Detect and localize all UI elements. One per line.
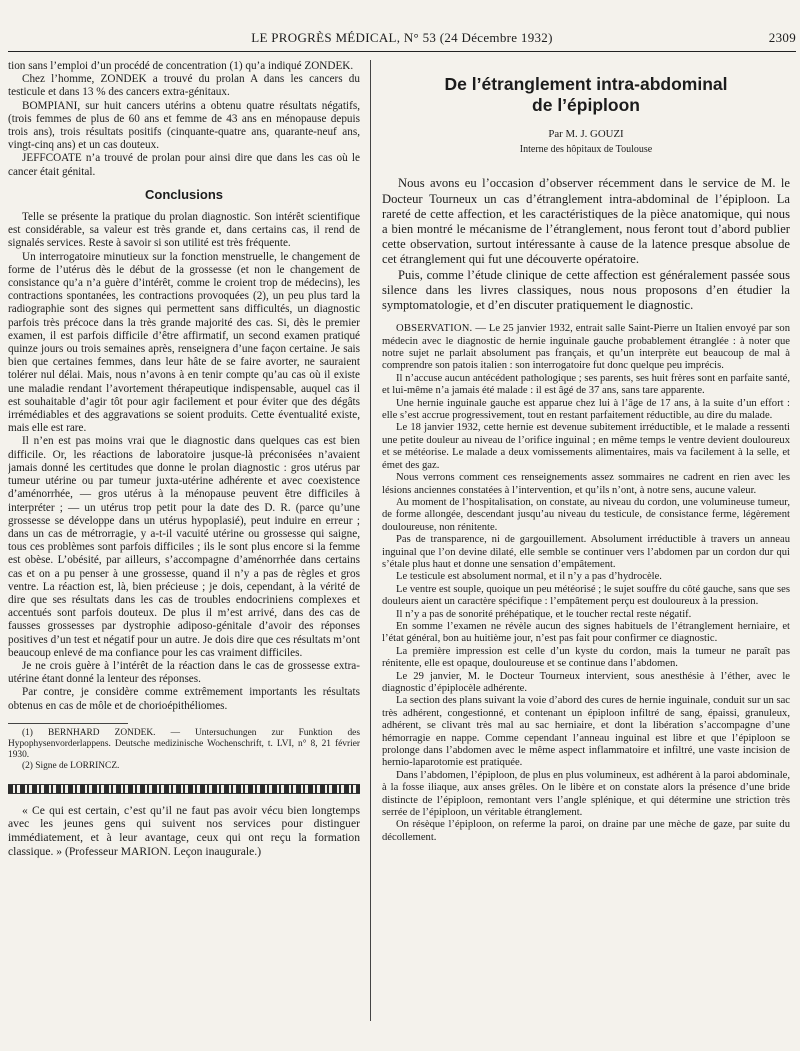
paragraph: Dans l’abdomen, l’épiploon, de plus en plus volumineux, est adhérent à la paroi abdominale, à la fosse iliaque, aux anses grêles. On le libère et on constate alors la présence d’une bride distincte de l’épiploon, remontant vers l’angle splénique, et qui détermine une striction très serrée de l’épiploon, un véritable étranglement. [382,769,790,819]
article-title [382,74,790,116]
paragraph: Il n’en est pas moins vrai que le diagnostic dans quelques cas est bien difficile. Or, les réactions de laboratoire jusque-là préconisées n’avaient jamais donné les certitudes que donne le prolan diagnostic : gros utérus par tumeur utérine ou par tumeur juxta-utérine adhérente et avec coexistence d’aménorrhée, — gros utérus à la ménopause peuvent être difficiles à interpréter ; — un utérus trop petit pour la date des D. R. (parce qu’une grossesse se développe dans un utérus hypoplasié), peut induire en erreur ; dans un cas de métrorragie, y a-t-il vacuité utérine ou grossesse qui saigne, tous ces problèmes sont parfois difficiles ; ils le sont plus encore si la femme est obèse. L’obésité, par ailleurs, s’accompagne d’aménorrhée dans certains cas et on a pu penser à une grossesse, quand il n’y a pas de règles et gros ventre. La réaction est, là, bien précieuse ; je dois, cependant, à la vérité de dire que ses résultats dans les cas de troubles endocriniens complexes et accentués sont parfois douteux. De plus il m’est arrivé, dans des cas de fausses grossesses par dystrophie adiposo-génitale d’avoir des réponses positives d’un test et négatif pour un autre. Je dois dire que ces résultats m’ont beaucoup enlevé de ma confiance pour les cas vraiment difficiles. [8,435,360,659]
article-intro [382,176,790,313]
paragraph: Il n’y a pas de sonorité préhépatique, et le toucher rectal reste négatif. [396,608,692,620]
header-rule [8,51,796,52]
paragraph: Une hernie inguinale gauche est apparue chez lui à l’âge de 17 ans, à la suite d’un effort : elle s’est accrue progressivement, tout en restant parfaitement réductible, au dire du malade. [382,397,790,422]
paragraph: Un interrogatoire minutieux sur la fonction menstruelle, le changement de forme de l’utérus dès le début de la grossesse (et non le changement de consistance qu’a n’a guère d’intérêt, comme le croient trop de médecins), les contractions spontanées, les contractions provoquées (2), un peu plus tard la radiographie sont des signes qui permettent sans difficultés, un diagnostic parfois très précoce dans la très grande majorité des cas. Si, dès le premier examen, il est parfois difficile d’être affirmatif, un second examen pratiqué quinze jours ou trois semaines après, renseignera d’une façon certaine. Je sais bien que certaines femmes, dans leur hâte de se faire avorter, ne sauraient tolérer nul délai. Mais, nous n’avons à en tenir compte qu’au cas où il existe une maladie rendant l’avortement thérapeutique indispensable, auquel cas il est souhaitable d’agir tôt pour agir facilement et pour éviter que des dégâts irrémédiables et des aggravations se soient produits. Cette éventualité existe, mais elle est rare. [8,250,360,435]
paragraph: Au moment de l’hospitalisation, on constate, au niveau du cordon, une volumineuse tumeur, de forme allongée, descendant jusqu’au niveau du testicule, de consistance ferme, légèrement douloureuse, non rénitente. [382,496,790,533]
left-column [8,60,360,1043]
paragraph: BOMPIANI, sur huit cancers utérins a obtenu quatre résultats négatifs, (trois femmes de plus de 60 ans et femme de 43 ans en ménopause depuis trois ans), trois résultats positifs (cinquante-quatre ans, quarante-neuf ans, vingt-cinq ans) et un cas douteux. [8,99,360,152]
article-title-line: de l’épiploon [532,95,640,115]
paragraph: Pas de transparence, ni de gargouillement. Absolument irréductible à travers un anneau inguinal que l’on devine dilaté, elle semble se continuer vers l’abdomen par un cordon dur qui s’étale plus haut et donne une sensation d’empâtement. [382,534,790,570]
conclusions-heading: Conclusions [144,186,223,202]
running-header [8,30,796,48]
right-column [382,60,790,1043]
paragraph: Chez l’homme, ZONDEK a trouvé du prolan A dans les cancers du testicule et dans 13 % des cancers extra-génitaux. [8,73,360,99]
paragraph: JEFFCOATE n’a trouvé de prolan pour ainsi dire que dans les cas où le cancer était génital. [8,152,360,178]
paragraph: En somme l’examen ne révèle aucun des signes habituels de l’étranglement herniaire, et l’état général, bon au huitième jour, n’est pas fait pour confirmer ce diagnostic. [382,620,790,645]
paragraph: tion sans l’emploi d’un procédé de concentration (1) qu’a indiqué ZONDEK. [8,60,354,72]
column-divider [370,60,371,1021]
paragraph: La première impression est celle d’un kyste du cordon, mais la tumeur ne paraît pas rénitente, elle est opaque, douloureuse et se continue dans l’abdomen. [382,645,790,670]
observation-label: OBSERVATION. [396,323,473,335]
paragraph: Puis, comme l’étude clinique de cette affection est généralement passée sous silence dans les livres classiques, nous nous proposons d’en étudier la symptomatologie, et d’en discuter pratiquement le diagnostic. [382,267,790,313]
paragraph: Telle se présente la pratique du prolan diagnostic. Son intérêt scientifique est considérable, sa valeur est très grande et, dans certains cas, il rend de signalés services. Reste à savoir si son utilité est très fréquente. [8,211,360,250]
paragraph: Nous avons eu l’occasion d’observer récemment dans le service de M. le Docteur Tourneux un cas d’étranglement intra-abdominal de l’épiploon. La rareté de cette affection, et les caractéristiques de la pièce anatomique, qui nous a bien montré le mécanisme de l’étranglement, nous feront tout d’abord publier cette observation, surtout intéressante à cause de la latence presque absolue de cet étranglement qui fut une découverte opératoire. [382,176,790,267]
journal-title: LE PROGRÈS MÉDICAL, N° 53 (24 Décembre 1932) [251,30,553,45]
paragraph: Je ne crois guère à l’intérêt de la réaction dans le cas de grossesse extra-utérine étant donné la lenteur des réponses. [8,659,360,686]
footnote-rule [8,723,128,724]
author-affiliation: Interne des hôpitaux de Toulouse [519,144,653,156]
footnote: (2) Signe de LORRINCZ. [22,760,120,771]
article-title-line: De l’étranglement intra-abdominal [444,74,728,94]
paragraph [382,323,790,373]
decorative-border [8,784,360,794]
observation-text: — Le 25 janvier 1932, entrait salle Saint-Pierre un Italien envoyé par son médecin avec le diagnostic de hernie inguinale gauche probablement étranglée : à noter que notre sujet ne parlait absolument pas français, et qu’un interprète eut beaucoup de mal à comprendre son patois italien : son interrogatoire fut donc quelque peu imprécis. [382,323,790,372]
paragraph: Le testicule est absolument normal, et il n’y a pas d’hydrocèle. [396,571,662,583]
footnote: (1) BERNHARD ZONDEK. — Untersuchungen zur Funktion des Hypophysenvorderlappens. Deutsche medizinische Wochenschrift, t. LVI, n° 8, 21 février 1930. [8,727,360,760]
paragraph: Le 18 janvier 1932, cette hernie est devenue subitement irréductible, et le malade a ressenti une petite douleur au niveau de l’orifice inguinal ; en même temps le ventre devient douloureux et se météorise. Le malade a deux vomissements alimentaires, mais va facilement à la selle, et émet des gaz. [382,422,790,471]
observation-section [382,323,790,844]
paragraph: La section des plans suivant la voie d’abord des cures de hernie inguinale, conduit sur un sac très adhérent, congestionné, et contenant un épiploon infiltré de sang, épaissi, granuleux, adhérent, se clivant très mal au sac herniaire, et dont la libération s’accompagne d’une hémorragie en nappe. Comme cependant l’anneau inguinal est libre et que l’épiploon se prolonge dans l’abdomen avec le même aspect inflammatoire et infiltré, une vaste incision de hernio-laparotomie est pratiquée. [382,695,790,769]
paragraph: On résèque l’épiploon, on referme la paroi, on draine par une mèche de gaze, par suite du décollement. [382,819,790,843]
page-number: 2309 [768,30,796,45]
author-byline: Par M. J. GOUZI [548,128,624,140]
paragraph: Nous verrons comment ces renseignements assez sommaires ne cadrent en rien avec les lésions anciennes constatées à l’intervention, et qu’ils n’ont, à notre sens, aucune valeur. [382,472,790,496]
quote-box: « Ce qui est certain, c’est qu’il ne faut pas avoir vécu bien longtemps avec les jeunes gens qui suivent nos services pour distinguer immédiatement, et à leur avantage, ceux qui ont reçu la formation classique. » (Professeur MARION. Leçon inaugurale.) [8,803,360,858]
paragraph: Le 29 janvier, M. le Docteur Tourneux intervient, sous anesthésie à l’éther, avec le diagnostic d’épiplocèle adhérente. [382,670,790,695]
paragraph: Il n’accuse aucun antécédent pathologique ; ses parents, ses huit frères sont en parfaite santé, et lui-même n’a jamais été malade : il est âgé de 37 ans, sans tare apparente. [382,372,790,397]
paragraph: Par contre, je considère comme extrêmement importants les résultats obtenus en cas de môle et de chorioépithéliomes. [8,686,360,712]
paragraph: Le ventre est souple, quoique un peu météorisé ; le sujet souffre du côté gauche, sans que ses douleurs aient un caractère spécifique : l’empâtement perçu est douloureux à la pression. [382,583,790,608]
